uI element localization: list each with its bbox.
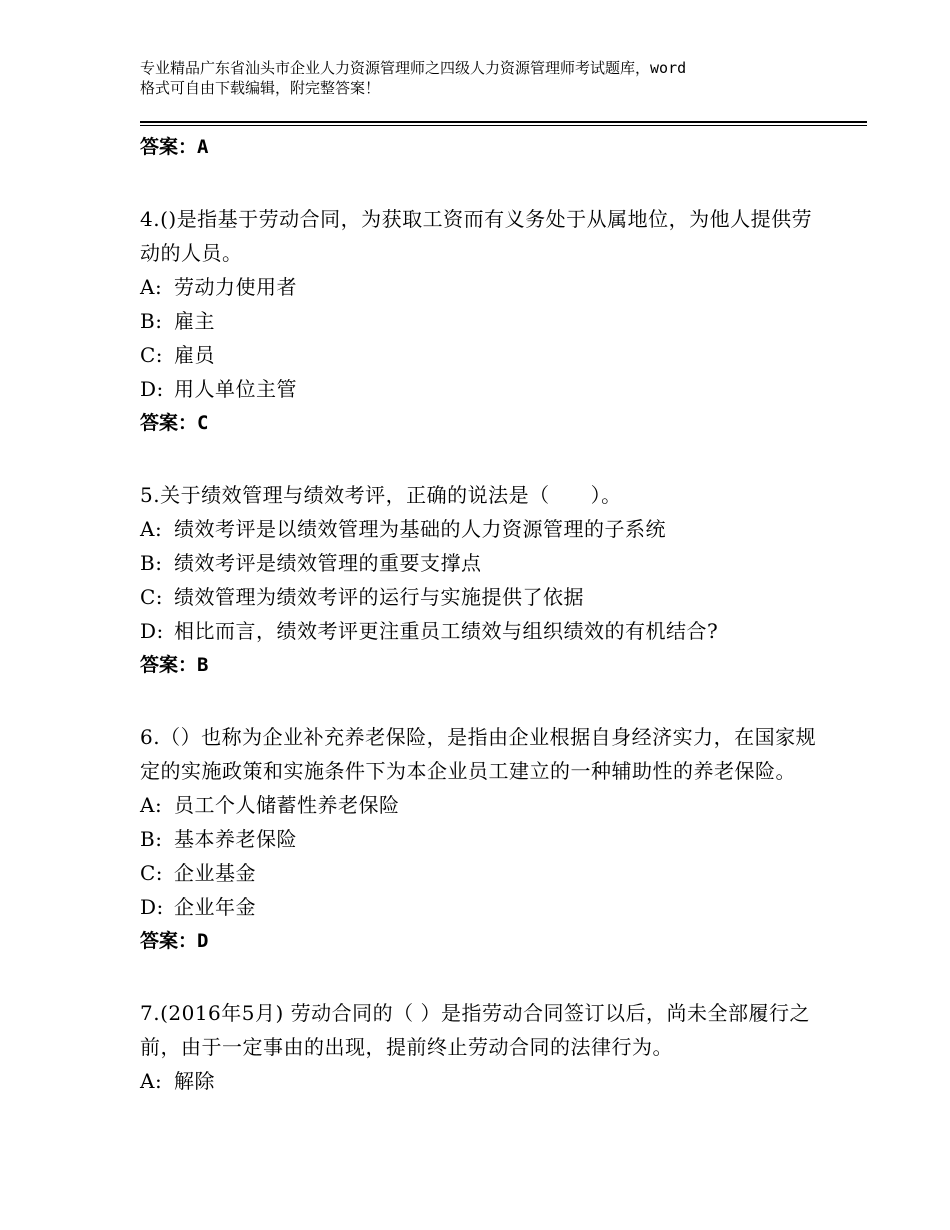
option-text: 绩效考评是绩效管理的重要支撑点 xyxy=(174,551,482,575)
answer-label: 答案： xyxy=(140,930,198,952)
option-letter: B: xyxy=(140,309,163,333)
answer-value: D xyxy=(197,930,209,952)
option-text: 劳动力使用者 xyxy=(174,275,297,299)
option-letter: C: xyxy=(140,585,164,609)
option-text: 员工个人储蓄性养老保险 xyxy=(174,793,400,817)
option-text: 相比而言，绩效考评更注重员工绩效与组织绩效的有机结合? xyxy=(174,619,719,643)
option-d xyxy=(140,372,820,406)
question-stem: 4.()是指基于劳动合同，为获取工资而有义务处于从属地位，为他人提供劳动的人员。 xyxy=(140,207,813,265)
option-letter: C: xyxy=(140,861,164,885)
option-letter: D: xyxy=(140,377,164,401)
option-letter: D: xyxy=(140,895,164,919)
option-b xyxy=(140,304,820,338)
option-text: 绩效考评是以绩效管理为基础的人力资源管理的子系统 xyxy=(174,517,666,541)
document-header xyxy=(140,58,830,98)
option-a xyxy=(140,512,820,546)
option-text: 基本养老保险 xyxy=(174,827,297,851)
question-stem: 7.(2016年5月) 劳动合同的（ ）是指劳动合同签订以后，尚未全部履行之前，由于一定事由的出现，提前终止劳动合同的法律行为。 xyxy=(140,1001,811,1059)
header-rule-thick xyxy=(140,121,867,123)
option-text: 绩效管理为绩效考评的运行与实施提供了依据 xyxy=(174,585,584,609)
option-c xyxy=(140,338,820,372)
option-a xyxy=(140,270,820,304)
option-letter: A: xyxy=(140,517,163,541)
option-text: 企业基金 xyxy=(174,861,256,885)
question-stem: 6.（）也称为企业补充养老保险，是指由企业根据自身经济实力，在国家规定的实施政策和实施条件下为本企业员工建立的一种辅助性的养老保险。 xyxy=(140,725,817,783)
option-c xyxy=(140,580,820,614)
answer-line xyxy=(140,406,820,440)
option-letter: A: xyxy=(140,793,163,817)
answer-value: A xyxy=(197,136,209,158)
option-a xyxy=(140,1064,820,1098)
question-5 xyxy=(140,478,820,682)
option-text: 雇主 xyxy=(174,309,215,333)
option-letter: D: xyxy=(140,619,164,643)
answer-line xyxy=(140,130,820,164)
option-d xyxy=(140,614,820,648)
question-stem: 5.关于绩效管理与绩效考评，正确的说法是（ ）。 xyxy=(140,483,622,507)
option-text: 雇员 xyxy=(174,343,215,367)
header-line-2: 格式可自由下载编辑，附完整答案！ xyxy=(140,79,381,97)
option-text: 解除 xyxy=(174,1069,215,1093)
answer-line xyxy=(140,924,820,958)
option-text: 企业年金 xyxy=(174,895,256,919)
option-a xyxy=(140,788,820,822)
option-letter: C: xyxy=(140,343,164,367)
answer-value: B xyxy=(197,654,209,676)
answer-label: 答案： xyxy=(140,654,198,676)
option-d xyxy=(140,890,820,924)
header-line-1: 专业精品广东省汕头市企业人力资源管理师之四级人力资源管理师考试题库，word xyxy=(140,59,687,77)
question-6 xyxy=(140,720,820,958)
answer-value: C xyxy=(197,412,209,434)
question-4 xyxy=(140,202,820,440)
option-b xyxy=(140,546,820,580)
option-letter: A: xyxy=(140,1069,163,1093)
option-letter: B: xyxy=(140,551,163,575)
option-letter: B: xyxy=(140,827,163,851)
question-7 xyxy=(140,996,820,1098)
answer-label: 答案： xyxy=(140,136,198,158)
option-letter: A: xyxy=(140,275,163,299)
option-text: 用人单位主管 xyxy=(174,377,297,401)
header-rule-thin xyxy=(140,125,867,126)
document-body xyxy=(140,130,820,1098)
option-b xyxy=(140,822,820,856)
option-c xyxy=(140,856,820,890)
answer-label: 答案： xyxy=(140,412,198,434)
answer-line xyxy=(140,648,820,682)
